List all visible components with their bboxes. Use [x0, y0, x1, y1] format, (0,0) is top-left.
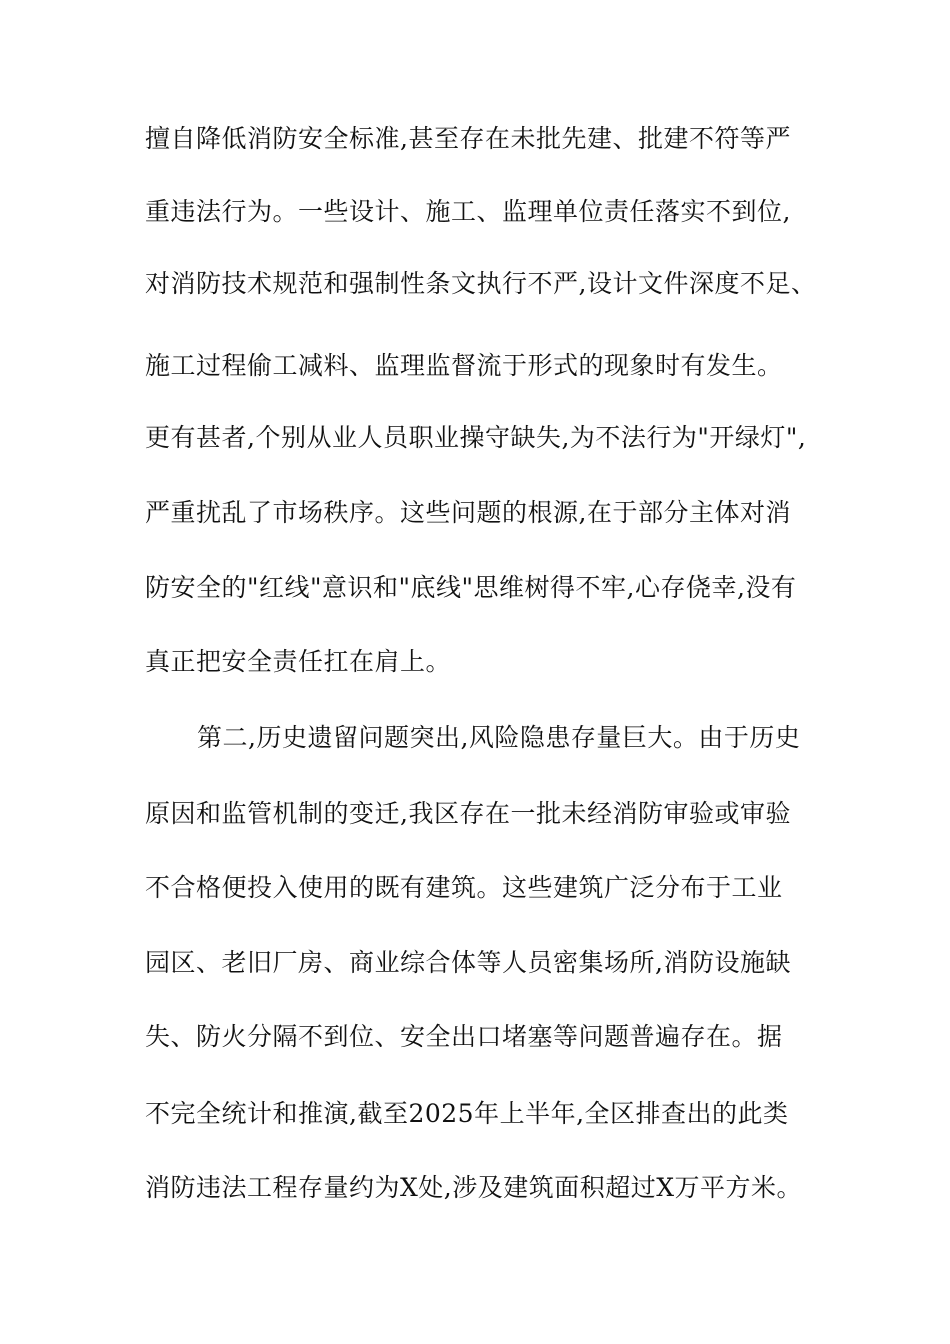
paragraph-line: 防安全的"红线"意识和"底线"思维树得不牢,心存侥幸,没有: [145, 573, 797, 602]
paragraph-line: 原因和监管机制的变迁,我区存在一批未经消防审验或审验: [145, 799, 791, 828]
paragraph-line: 园区、老旧厂房、商业综合体等人员密集场所,消防设施缺: [145, 948, 791, 977]
paragraph-line: 重违法行为。一些设计、施工、监理单位责任落实不到位,: [145, 197, 791, 226]
paragraph-line-first: 第二,历史遗留问题突出,风险隐患存量巨大。由于历史: [197, 723, 801, 752]
paragraph-line: 严重扰乱了市场秩序。这些问题的根源,在于部分主体对消: [145, 498, 791, 527]
paragraph-line: 不完全统计和推演,截至2025年上半年,全区排查出的此类: [145, 1099, 789, 1128]
paragraph-line: 擅自降低消防安全标准,甚至存在未批先建、批建不符等严: [145, 124, 791, 153]
paragraph-line: 对消防技术规范和强制性条文执行不严,设计文件深度不足、: [145, 269, 817, 298]
paragraph-line: 施工过程偷工减料、监理监督流于形式的现象时有发生。: [145, 351, 783, 380]
paragraph-line: 失、防火分隔不到位、安全出口堵塞等问题普遍存在。据: [145, 1022, 783, 1051]
paragraph-line: 消防违法工程存量约为X处,涉及建筑面积超过X万平方米。: [145, 1173, 803, 1202]
paragraph-line: 真正把安全责任扛在肩上。: [145, 647, 452, 676]
paragraph-line: 更有甚者,个别从业人员职业操守缺失,为不法行为"开绿灯",: [145, 423, 807, 452]
paragraph-line: 不合格便投入使用的既有建筑。这些建筑广泛分布于工业: [145, 873, 783, 902]
